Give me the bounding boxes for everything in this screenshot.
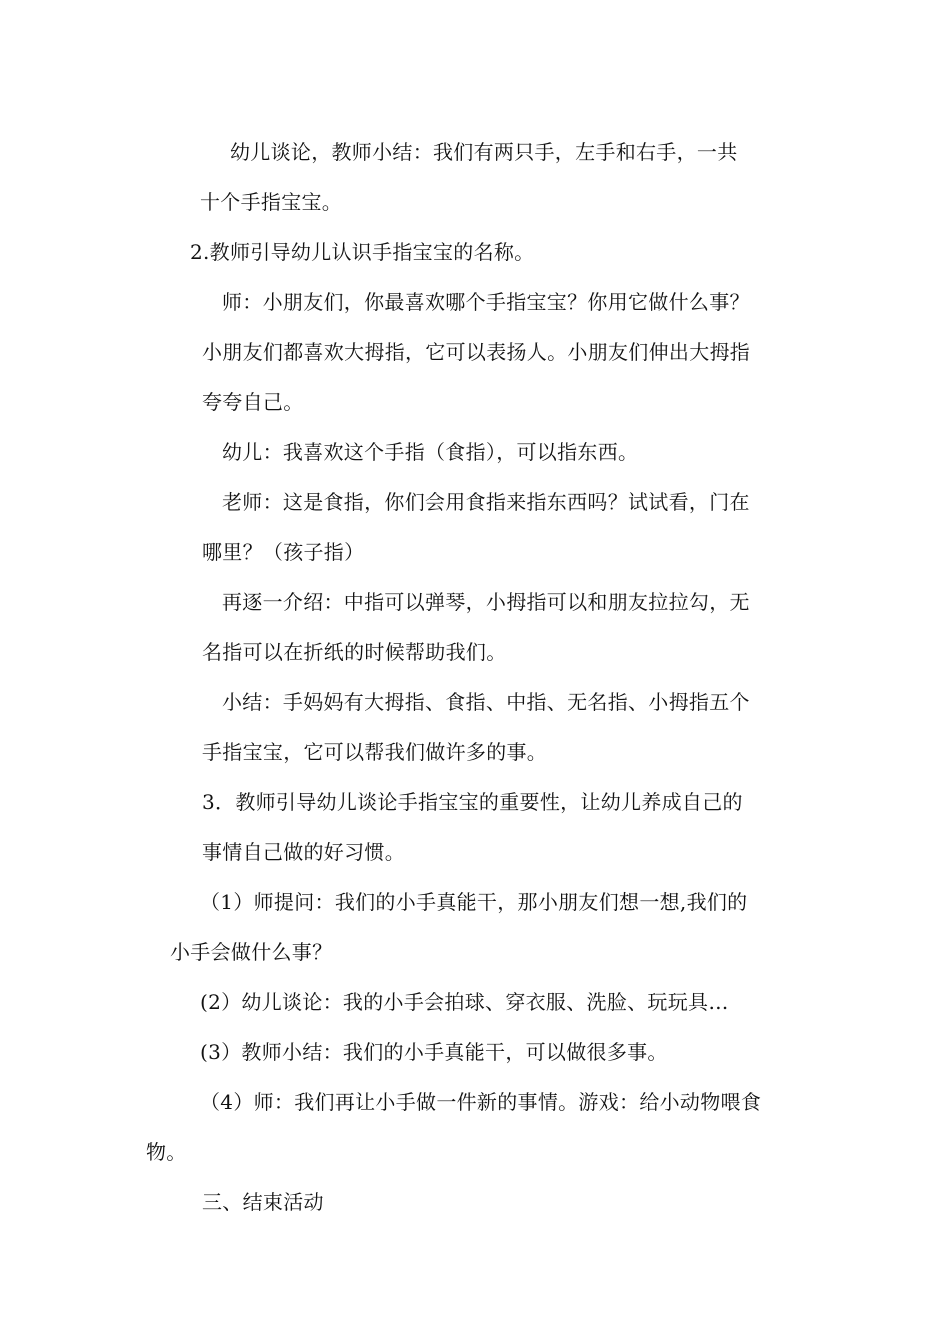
paragraph-line: 再逐一介绍：中指可以弹琴，小拇指可以和朋友拉拉勾，无	[222, 590, 750, 614]
paragraph-line: 手指宝宝，它可以帮我们做许多的事。	[202, 740, 548, 764]
paragraph-line: 师：小朋友们，你最喜欢哪个手指宝宝？你用它做什么事？	[222, 290, 750, 314]
paragraph-line: 夸夸自己。	[202, 390, 304, 414]
paragraph-line: 物。	[146, 1140, 187, 1164]
paragraph-line: 小朋友们都喜欢大拇指，它可以表扬人。小朋友们伸出大拇指	[202, 340, 751, 364]
paragraph-line: 小手会做什么事？	[170, 940, 333, 964]
paragraph-line: 哪里？（孩子指）	[202, 540, 365, 564]
paragraph-line: 十个手指宝宝。	[200, 190, 343, 214]
paragraph-line: 幼儿：我喜欢这个手指（食指），可以指东西。	[222, 440, 639, 464]
section-heading: 3．教师引导幼儿谈论手指宝宝的重要性，让幼儿养成自己的	[202, 790, 743, 814]
paragraph-line: 名指可以在折纸的时候帮助我们。	[202, 640, 507, 664]
paragraph-line: 老师：这是食指，你们会用食指来指东西吗？试试看，门在	[222, 490, 750, 514]
list-item: (2）幼儿谈论：我的小手会拍球、穿衣服、洗脸、玩玩具…	[200, 990, 729, 1014]
paragraph-line: 事情自己做的好习惯。	[202, 840, 405, 864]
paragraph-line: 小结：手妈妈有大拇指、食指、中指、无名指、小拇指五个	[222, 690, 750, 714]
list-item: （1）师提问：我们的小手真能干，那小朋友们想一想,我们的	[200, 890, 748, 914]
section-heading: 三、结束活动	[202, 1190, 324, 1214]
list-item: (3）教师小结：我们的小手真能干，可以做很多事。	[200, 1040, 668, 1064]
section-heading: 2.教师引导幼儿认识手指宝宝的名称。	[190, 240, 535, 264]
list-item: （4）师：我们再让小手做一件新的事情。游戏：给小动物喂食	[200, 1090, 762, 1114]
paragraph-line: 幼儿谈论，教师小结：我们有两只手，左手和右手，一共	[230, 140, 738, 164]
